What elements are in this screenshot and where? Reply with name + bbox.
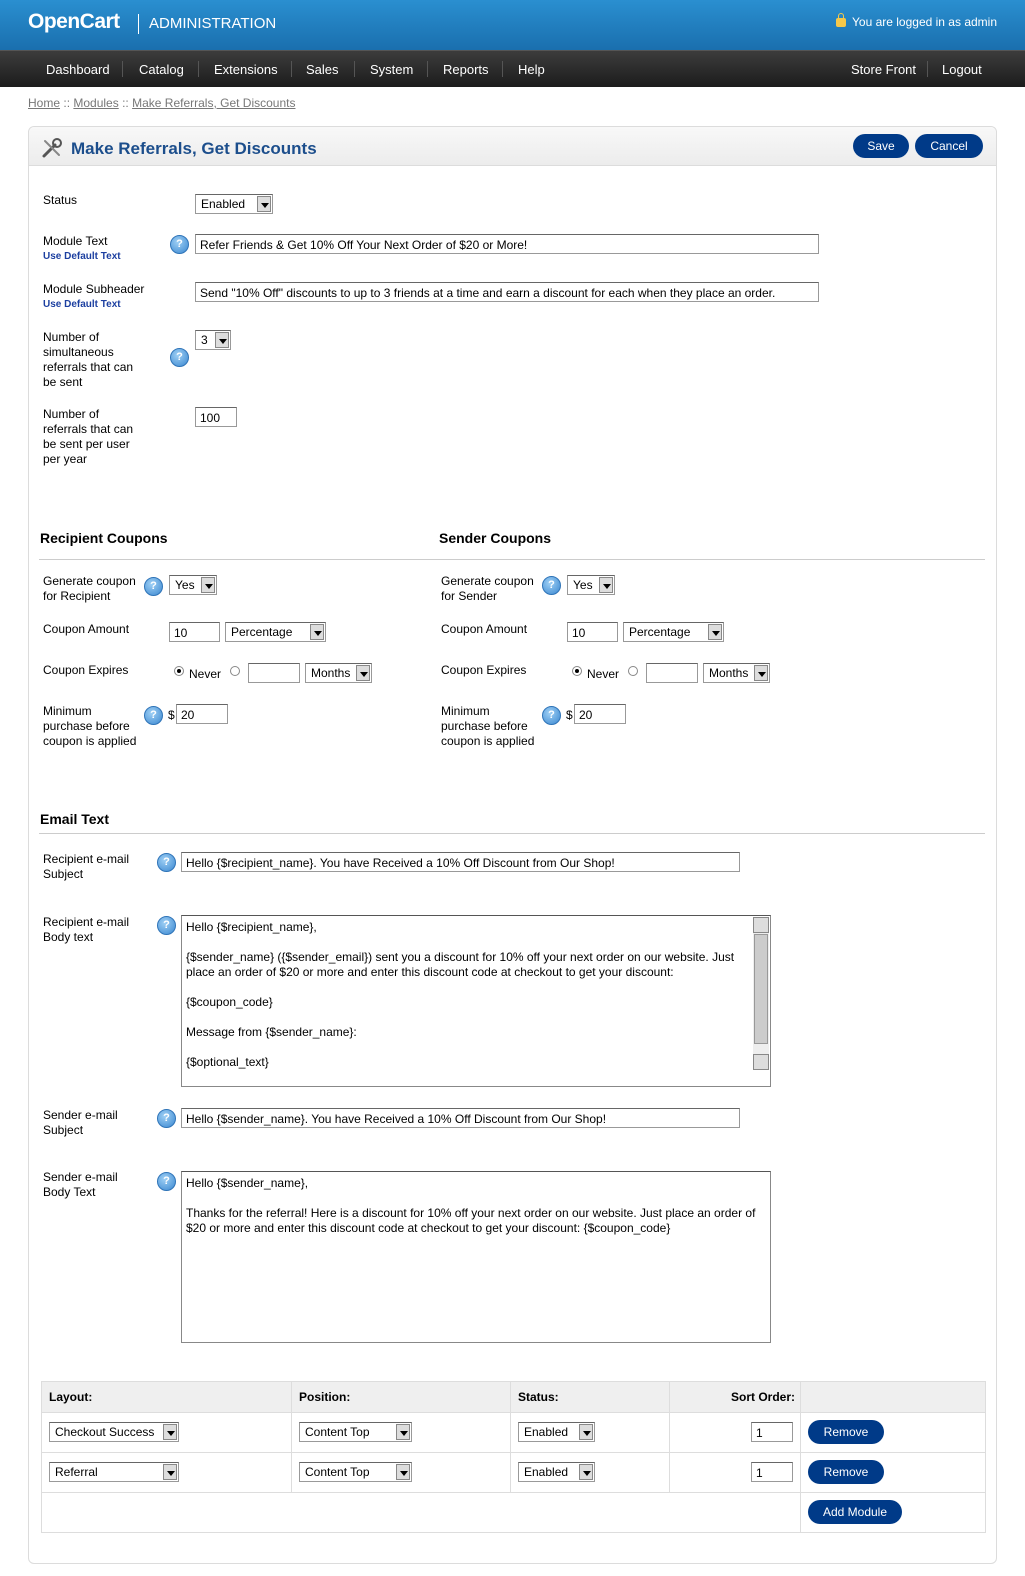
- simultaneous-label: Number of simultaneous referrals that can be sent: [43, 330, 134, 389]
- sender-body-label: Sender e-mail Body Text: [43, 1170, 118, 1199]
- module-text-label: Module Text: [43, 234, 108, 248]
- wrench-icon: [41, 137, 63, 159]
- help-icon[interactable]: ?: [157, 853, 176, 872]
- menu-divider: [291, 61, 292, 77]
- divider: [39, 559, 985, 560]
- help-icon[interactable]: ?: [170, 235, 189, 254]
- chevron-down-icon: [579, 1424, 593, 1440]
- textarea-scrollbar[interactable]: [753, 917, 769, 1070]
- chevron-down-icon: [215, 332, 229, 348]
- sender-min-label: Minimum purchase before coupon is applied: [441, 704, 535, 748]
- simultaneous-select-value: 3: [201, 333, 208, 347]
- per-year-label: Number of referrals that can be sent per user per year: [43, 407, 134, 466]
- box-heading: [29, 127, 996, 166]
- per-year-input[interactable]: 100: [195, 407, 237, 427]
- sender-min-input[interactable]: 20: [574, 704, 626, 724]
- recipient-body-line: {$coupon_code}: [186, 995, 273, 1009]
- col-divider: [669, 1382, 670, 1492]
- row2-status-select[interactable]: [518, 1462, 595, 1482]
- chevron-down-icon: [163, 1424, 177, 1440]
- recipient-expires-unit-select[interactable]: [305, 663, 372, 683]
- sender-body-line: Thanks for the referral! Here is a discount for 10% off your next order on our website. Just place an order of $20 or more and enter this discount code at checkout to get your discount: {$coupon_code}: [186, 1206, 756, 1235]
- col-divider: [800, 1382, 801, 1532]
- recipient-currency: $: [168, 708, 175, 722]
- recipient-body-line: {$optional_text}: [186, 1055, 269, 1069]
- row-divider: [42, 1452, 985, 1453]
- menu-extensions[interactable]: Extensions: [214, 62, 278, 77]
- menu-catalog[interactable]: Catalog: [139, 62, 184, 77]
- row1-position-value: Content Top: [305, 1425, 370, 1439]
- chevron-down-icon: [708, 624, 722, 640]
- help-icon[interactable]: ?: [157, 916, 176, 935]
- status-select-value: Enabled: [201, 197, 246, 211]
- sender-never-radio[interactable]: [572, 666, 582, 676]
- recipient-amount-label: Coupon Amount: [43, 622, 130, 636]
- recipient-expires-unit-value: Months: [311, 666, 351, 680]
- chevron-down-icon: [579, 1464, 593, 1480]
- row-divider: [42, 1412, 985, 1413]
- chevron-down-icon: [396, 1464, 410, 1480]
- row2-status-value: Enabled: [524, 1465, 569, 1479]
- chevron-down-icon: [257, 196, 271, 212]
- chevron-down-icon: [396, 1424, 410, 1440]
- row1-status-value: Enabled: [524, 1425, 569, 1439]
- row2-sort-input[interactable]: 1: [751, 1462, 793, 1482]
- menu-sales[interactable]: Sales: [306, 62, 339, 77]
- breadcrumb-sep: ::: [63, 96, 71, 110]
- sender-amount-input[interactable]: 10: [567, 622, 618, 642]
- recipient-subject-label: Recipient e-mail Subject: [43, 852, 130, 881]
- sender-amount-type-select[interactable]: [623, 622, 724, 642]
- help-icon[interactable]: ?: [157, 1172, 176, 1191]
- sender-body-line: Hello {$sender_name},: [186, 1176, 309, 1190]
- recipient-min-label: Minimum purchase before coupon is applied: [43, 704, 137, 748]
- sender-expires-input[interactable]: [646, 663, 698, 683]
- breadcrumb-home[interactable]: Home: [28, 96, 61, 110]
- admin-subtitle: ADMINISTRATION: [149, 15, 277, 32]
- breadcrumb-current[interactable]: Make Referrals, Get Discounts: [132, 96, 296, 110]
- recipient-generate-value: Yes: [175, 578, 195, 592]
- content-box: [28, 126, 997, 1564]
- sender-generate-label: Generate coupon for Sender: [441, 574, 534, 603]
- row2-remove-button[interactable]: Remove: [808, 1460, 884, 1484]
- chevron-down-icon: [310, 624, 324, 640]
- top-header: [0, 0, 1025, 50]
- help-icon[interactable]: ?: [542, 576, 561, 595]
- sender-currency: $: [566, 708, 573, 722]
- sender-generate-value: Yes: [573, 578, 593, 592]
- recipient-min-input[interactable]: 20: [176, 704, 228, 724]
- sender-body-textarea[interactable]: [181, 1171, 771, 1343]
- module-text-input[interactable]: Refer Friends & Get 10% Off Your Next Order of $20 or More!: [195, 234, 819, 254]
- help-icon[interactable]: ?: [157, 1109, 176, 1128]
- menu-divider: [427, 61, 428, 77]
- sender-never-label: Never: [587, 667, 620, 681]
- sender-expires-unit-select[interactable]: [703, 663, 770, 683]
- recipient-coupons-title: Recipient Coupons: [40, 530, 168, 546]
- sender-expires-unit-value: Months: [709, 666, 749, 680]
- cancel-button[interactable]: Cancel: [915, 134, 983, 158]
- help-icon[interactable]: ?: [144, 706, 163, 725]
- login-status: [836, 15, 997, 29]
- breadcrumb: [28, 96, 295, 110]
- menu-divider: [502, 61, 503, 77]
- row1-status-select[interactable]: [518, 1422, 595, 1442]
- table-header: [42, 1382, 985, 1412]
- scroll-up-icon[interactable]: [753, 917, 769, 933]
- status-select[interactable]: [195, 194, 273, 214]
- chevron-down-icon: [754, 665, 768, 681]
- sender-expires-label: Coupon Expires: [441, 663, 527, 677]
- row1-layout-value: Checkout Success: [55, 1425, 155, 1439]
- row2-layout-value: Referral: [55, 1465, 98, 1479]
- add-module-button[interactable]: Add Module: [808, 1500, 902, 1524]
- header-sort-order: Sort Order:: [731, 1382, 795, 1412]
- opencart-logo[interactable]: OpenCart: [28, 10, 120, 33]
- menu-system[interactable]: System: [370, 62, 414, 77]
- module-subheader-label: Module Subheader: [43, 282, 145, 296]
- recipient-generate-label: Generate coupon for Recipient: [43, 574, 136, 603]
- recipient-amount-type-select[interactable]: [225, 622, 326, 642]
- scroll-down-icon[interactable]: [753, 1054, 769, 1070]
- recipient-body-textarea[interactable]: [181, 915, 771, 1087]
- menu-dashboard[interactable]: Dashboard: [46, 62, 110, 77]
- recipient-body-line: {$sender_name} ({$sender_email}) sent you a discount for 10% off your next order on our website. Just place an order of $20 or more and enter this discount code at checkout to get your discount:: [186, 950, 735, 979]
- recipient-never-radio[interactable]: [174, 666, 184, 676]
- recipient-amount-input[interactable]: 10: [169, 622, 220, 642]
- email-text-title: Email Text: [40, 811, 109, 827]
- sender-amount-label: Coupon Amount: [441, 622, 528, 636]
- save-button[interactable]: Save: [853, 134, 909, 158]
- sender-generate-select[interactable]: [567, 575, 615, 595]
- recipient-expires-input[interactable]: [248, 663, 300, 683]
- menu-divider: [354, 61, 355, 77]
- recipient-body-line: Hello {$recipient_name},: [186, 920, 317, 934]
- recipient-subject-input[interactable]: Hello {$recipient_name}. You have Received a 10% Off Discount from Our Shop!: [181, 852, 740, 872]
- recipient-body-line: Message from {$sender_name}:: [186, 1025, 357, 1039]
- breadcrumb-modules[interactable]: Modules: [73, 96, 119, 110]
- main-menu: [0, 50, 1025, 87]
- status-label: Status: [43, 193, 78, 207]
- recipient-never-label: Never: [189, 667, 222, 681]
- menu-help[interactable]: Help: [518, 62, 545, 77]
- breadcrumb-sep: ::: [122, 96, 129, 110]
- recipient-expires-label: Coupon Expires: [43, 663, 129, 677]
- menu-divider: [122, 61, 123, 77]
- simultaneous-select[interactable]: [195, 330, 231, 350]
- row2-position-value: Content Top: [305, 1465, 370, 1479]
- lock-icon: [836, 18, 846, 27]
- recipient-expires-radio[interactable]: [230, 666, 240, 676]
- header-position: Position:: [299, 1382, 350, 1412]
- scroll-thumb[interactable]: [754, 934, 768, 1044]
- page-title: Make Referrals, Get Discounts: [71, 139, 317, 158]
- sender-amount-type-value: Percentage: [629, 625, 691, 639]
- row1-layout-select[interactable]: [49, 1422, 179, 1442]
- module-table: [41, 1381, 986, 1533]
- row-divider: [42, 1492, 985, 1493]
- logo-divider: [138, 14, 139, 34]
- recipient-body-label: Recipient e-mail Body text: [43, 915, 130, 944]
- row1-sort-input[interactable]: 1: [751, 1422, 793, 1442]
- sender-expires-radio[interactable]: [628, 666, 638, 676]
- sender-coupons-title: Sender Coupons: [439, 530, 552, 546]
- chevron-down-icon: [163, 1464, 177, 1480]
- menu-store-front[interactable]: Store Front: [851, 62, 917, 77]
- divider: [39, 833, 985, 834]
- header-status: Status:: [518, 1382, 559, 1412]
- sender-subject-label: Sender e-mail Subject: [43, 1108, 118, 1137]
- chevron-down-icon: [356, 665, 370, 681]
- help-icon[interactable]: ?: [170, 348, 189, 367]
- col-divider: [510, 1382, 511, 1492]
- menu-divider: [198, 61, 199, 77]
- sender-subject-input[interactable]: Hello {$sender_name}. You have Received a 10% Off Discount from Our Shop!: [181, 1108, 740, 1128]
- menu-reports[interactable]: Reports: [443, 62, 489, 77]
- use-default-subheader[interactable]: Use Default Text: [43, 299, 121, 310]
- row2-position-select[interactable]: [299, 1462, 412, 1482]
- row2-layout-select[interactable]: [49, 1462, 179, 1482]
- recipient-generate-select[interactable]: [169, 575, 217, 595]
- chevron-down-icon: [201, 577, 215, 593]
- help-icon[interactable]: ?: [542, 706, 561, 725]
- menu-logout[interactable]: Logout: [942, 62, 982, 77]
- recipient-amount-type-value: Percentage: [231, 625, 293, 639]
- menu-divider: [927, 61, 928, 77]
- col-divider: [291, 1382, 292, 1492]
- use-default-module-text[interactable]: Use Default Text: [43, 251, 121, 262]
- header-layout: Layout:: [49, 1382, 92, 1412]
- row1-remove-button[interactable]: Remove: [808, 1420, 884, 1444]
- row1-position-select[interactable]: [299, 1422, 412, 1442]
- module-subheader-input[interactable]: Send "10% Off" discounts to up to 3 friends at a time and earn a discount for each when they place an order.: [195, 282, 819, 302]
- chevron-down-icon: [599, 577, 613, 593]
- help-icon[interactable]: ?: [144, 577, 163, 596]
- login-status-text: You are logged in as admin: [852, 15, 997, 29]
